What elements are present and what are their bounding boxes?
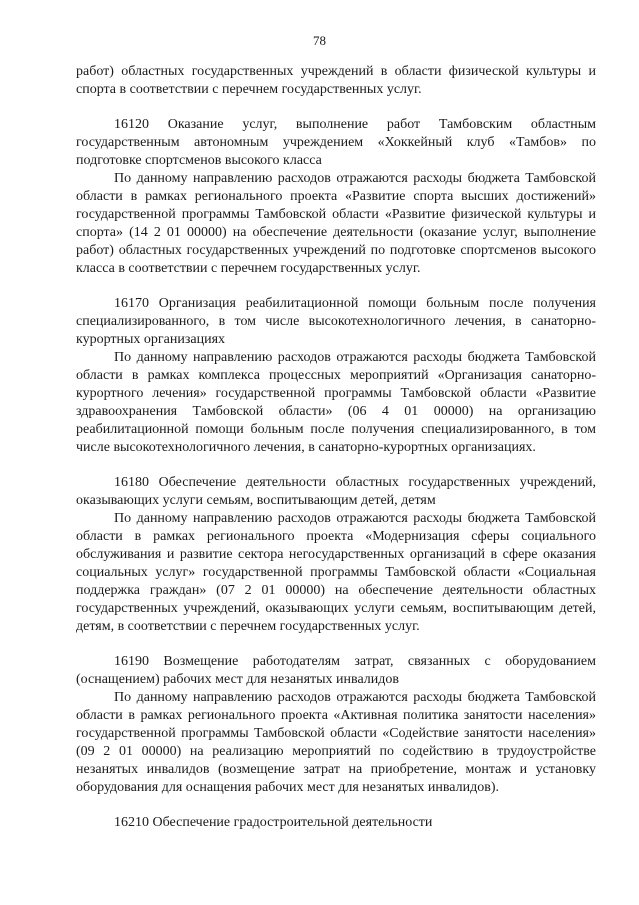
continuation-paragraph: работ) областных государственных учреждений в области физической культуры и спорта в соответствии с перечнем государственных услуг. bbox=[76, 64, 596, 97]
section-heading-16170: 16170 Организация реабилитационной помощи больным после получения специализированного, в том числе высокотехнологичного лечения, в санаторно-курортных организациях bbox=[76, 296, 596, 347]
section-heading-16190: 16190 Возмещение работодателям затрат, связанных с оборудованием (оснащением) рабочих мест для незанятых инвалидов bbox=[76, 654, 596, 687]
section-body-16190: По данному направлению расходов отражаются расходы бюджета Тамбовской области в рамках регионального проекта «Активная политика занятости населения» государственной программы Тамбовской области «Содействие занятости населения» (09 2 01 00000) на реализацию мероприятий по содействию в трудоустройстве незанятых инвалидов (возмещение затрат на приобретение, монтаж и установку оборудования для оснащения рабочих мест для незанятых инвалидов). bbox=[76, 690, 596, 795]
section-heading-16120: 16120 Оказание услуг, выполнение работ Тамбовским областным государственным автономным учреждением «Хоккейный клуб «Тамбов» по подготовке спортсменов высокого класса bbox=[76, 117, 596, 168]
section-body-16180: По данному направлению расходов отражаются расходы бюджета Тамбовской области в рамках регионального проекта «Модернизация сферы социального обслуживания и развитие сектора негосударственных организаций в сфере оказания социальных услуг» государственной программы Тамбовской области «Социальная поддержка граждан» (07 2 01 00000) на обеспечение деятельности областных государственных учреждений, оказывающих услуги семьям, воспитывающим детей, детям, в соответствии с перечнем государственных услуг. bbox=[76, 511, 596, 634]
document-body bbox=[76, 63, 596, 832]
section-body-16120: По данному направлению расходов отражаются расходы бюджета Тамбовской области в рамках регионального проекта «Развитие спорта высших достижений» государственной программы Тамбовской области «Развитие физической культуры и спорта» (14 2 01 00000) на обеспечение деятельности (оказание услуг, выполнение работ) областных государственных учреждений по подготовке спортсменов высокого класса в соответствии с перечнем государственных услуг. bbox=[76, 171, 596, 276]
section-heading-16210: 16210 Обеспечение градостроительной деятельности bbox=[114, 815, 433, 830]
section-body-16170: По данному направлению расходов отражаются расходы бюджета Тамбовской области в рамках комплекса процессных мероприятий «Организация санаторно-курортного лечения» государственной программы Тамбовской области «Развитие здравоохранения Тамбовской области» (06 4 01 00000) на организацию реабилитационной помощи больным после получения специализированного, в том числе высокотехнологичного лечения, в санаторно-курортных организациях. bbox=[76, 350, 596, 455]
page-number: 78 bbox=[313, 33, 326, 48]
section-heading-16180: 16180 Обеспечение деятельности областных государственных учреждений, оказывающих услуги семьям, воспитывающим детей, детям bbox=[76, 475, 596, 508]
